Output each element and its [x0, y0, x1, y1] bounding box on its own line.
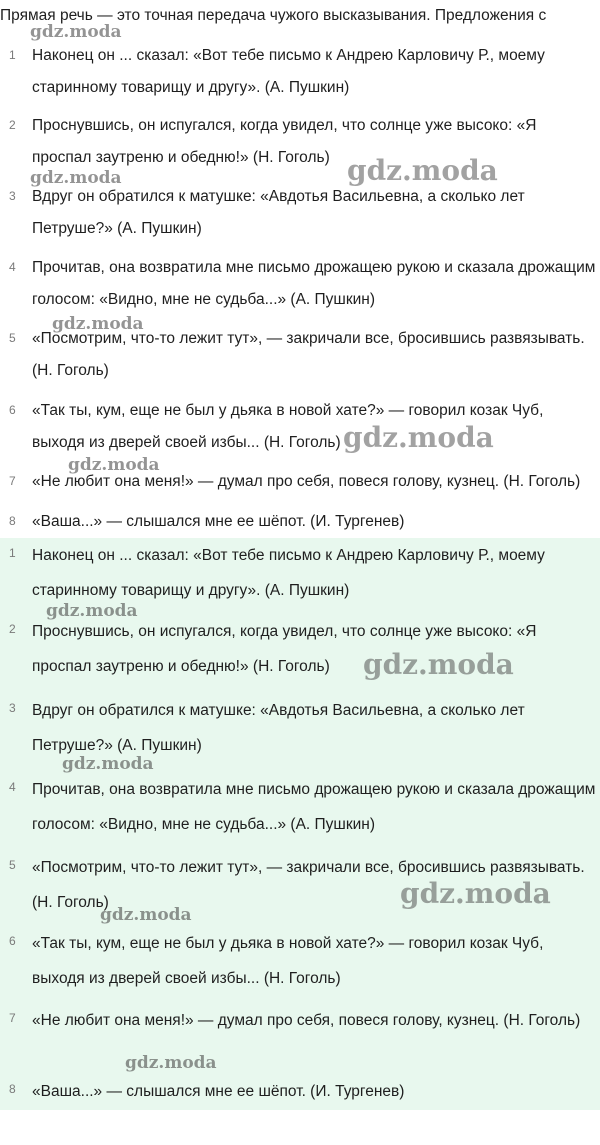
item-number: 3	[9, 189, 16, 203]
watermark: gdz.moda	[347, 154, 498, 187]
item-text: «Посмотрим, что-то лежит тут», — закричали все, бросившись развязывать. (Н. Гоголь)	[32, 330, 585, 379]
item-number: 6	[9, 403, 16, 417]
item-number: 1	[9, 546, 16, 560]
watermark: gdz.moda	[400, 877, 551, 910]
item-number: 4	[9, 780, 16, 794]
watermark: gdz.moda	[343, 421, 494, 454]
item-text: «Не любит она меня!» — думал про себя, повеся голову, кузнец. (Н. Гоголь)	[32, 1012, 581, 1029]
item-number: 5	[9, 331, 16, 345]
watermark: gdz.moda	[363, 648, 514, 681]
item-text: «Не любит она меня!» — думал про себя, повеся голову, кузнец. (Н. Гоголь)	[32, 473, 581, 490]
watermark: gdz.moda	[68, 455, 160, 475]
item-text: Наконец он ... сказал: «Вот тебе письмо к Андрею Карловичу Р., моему старинному товарищу и другу». (А. Пушкин)	[32, 47, 545, 96]
item-text: «Ваша...» — слышался мне ее шёпот. (И. Тургенев)	[32, 513, 405, 530]
item-number: 8	[9, 1082, 16, 1096]
item-text: Вдруг он обратился к матушке: «Авдотья Васильевна, а сколько лет Петруше?» (А. Пушкин)	[32, 188, 525, 237]
item-number: 3	[9, 701, 16, 715]
item-number: 2	[9, 118, 16, 132]
item-text: «Посмотрим, что-то лежит тут», — закричали все, бросившись развязывать. (Н. Гоголь)	[32, 859, 585, 911]
item-text: Прочитав, она возвратила мне письмо дрожащею рукою и сказала дрожащим голосом: «Видно, мне не судьба...» (А. Пушкин)	[32, 781, 596, 833]
watermark: gdz.moda	[30, 22, 122, 42]
item-number: 8	[9, 514, 16, 528]
item-text: «Ваша...» — слышался мне ее шёпот. (И. Тургенев)	[32, 1083, 405, 1100]
item-text: «Так ты, кум, еще не был у дьяка в новой хате?» — говорил козак Чуб, выходя из дверей своей избы... (Н. Гоголь)	[32, 402, 544, 451]
watermark: gdz.moda	[62, 754, 154, 774]
watermark: gdz.moda	[125, 1053, 217, 1073]
item-text: Вдруг он обратился к матушке: «Авдотья Васильевна, а сколько лет Петруше?» (А. Пушкин)	[32, 702, 525, 754]
item-text: Проснувшись, он испугался, когда увидел, что солнце уже высоко: «Я проспал заутреню и обедню!» (Н. Гоголь)	[32, 623, 537, 675]
item-text: Прочитав, она возвратила мне письмо дрожащею рукою и сказала дрожащим голосом: «Видно, мне не судьба...» (А. Пушкин)	[32, 259, 596, 308]
item-number: 5	[9, 858, 16, 872]
item-number: 1	[9, 48, 16, 62]
item-text: Наконец он ... сказал: «Вот тебе письмо к Андрею Карловичу Р., моему старинному товарищу и другу». (А. Пушкин)	[32, 547, 545, 599]
item-text: Проснувшись, он испугался, когда увидел, что солнце уже высоко: «Я проспал заутреню и обедню!» (Н. Гоголь)	[32, 117, 537, 166]
item-number: 6	[9, 934, 16, 948]
sentence-list-answer	[0, 538, 600, 1110]
item-number: 2	[9, 622, 16, 636]
item-number: 7	[9, 474, 16, 488]
watermark: gdz.moda	[46, 601, 138, 621]
intro-text: Прямая речь — это точная передача чужого высказывания. Предложения с	[0, 7, 547, 24]
watermark: gdz.moda	[100, 905, 192, 925]
item-number: 7	[9, 1011, 16, 1025]
item-number: 4	[9, 260, 16, 274]
item-text: «Так ты, кум, еще не был у дьяка в новой хате?» — говорил козак Чуб, выходя из дверей своей избы... (Н. Гоголь)	[32, 935, 544, 987]
watermark: gdz.moda	[52, 314, 144, 334]
watermark: gdz.moda	[30, 168, 122, 188]
